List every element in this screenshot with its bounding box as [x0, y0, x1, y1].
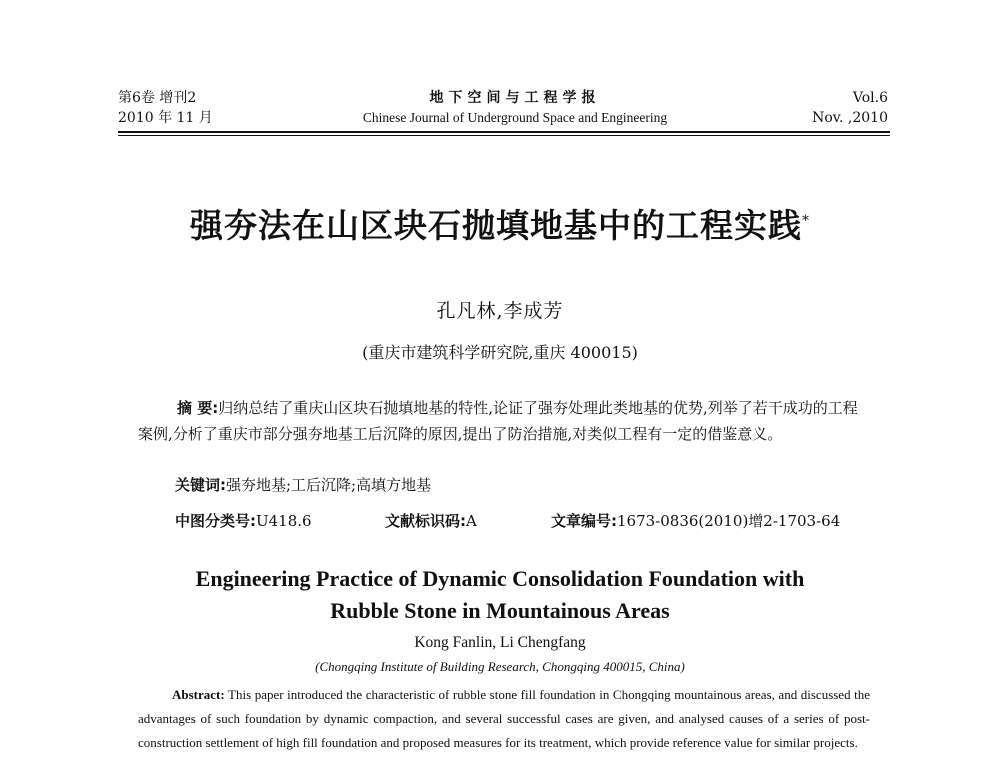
- title-footnote-mark: *: [802, 213, 810, 229]
- document-code: [385, 510, 477, 531]
- date-cn: 2010 年 11 月: [118, 110, 213, 126]
- doc-value: A: [466, 512, 477, 530]
- article-label: 文章编号:: [551, 512, 617, 530]
- paper-title-cn: [0, 200, 1000, 247]
- keywords-cn: [175, 474, 431, 495]
- running-header-center: [300, 88, 730, 128]
- header-rule-thick: [118, 131, 890, 133]
- article-number: [551, 510, 840, 531]
- affiliation-cn: (重庆市建筑科学研究院,重庆 400015): [362, 343, 638, 362]
- journal-name-cn: 地下空间与工程学报: [429, 90, 601, 106]
- affiliation-en: (Chongqing Institute of Building Research, Chongqing 400015, China): [315, 659, 685, 674]
- header-rule-thin: [118, 135, 890, 136]
- article-value: 1673-0836(2010)增2-1703-64: [617, 512, 841, 530]
- keywords-cn-text: 强夯地基;工后沉降;高填方地基: [226, 476, 432, 494]
- keywords-cn-label: 关键词:: [175, 476, 226, 494]
- title-cn-text: 强夯法在山区块石抛填地基中的工程实践: [190, 206, 802, 245]
- abstract-cn-label: 摘 要:: [177, 399, 219, 417]
- authors-en: Kong Fanlin, Li Chengfang: [414, 634, 586, 651]
- clc-label: 中图分类号:: [175, 512, 256, 530]
- abstract-cn: [138, 395, 870, 447]
- volume-cn: 第6卷 增刊2: [118, 90, 197, 106]
- volume-en: Vol.6: [852, 90, 888, 106]
- clc-value: U418.6: [256, 512, 312, 530]
- abstract-cn-text: 归纳总结了重庆山区块石抛填地基的特性,论证了强夯处理此类地基的优势,列举了若干成功的工程案例,分析了重庆市部分强夯地基工后沉降的原因,提出了防治措施,对类似工程有一定的借鉴意义。: [138, 399, 858, 443]
- abstract-en-text: This paper introduced the characteristic of rubble stone fill foundation in Chongqing mountainous areas, and discussed the advantages of such foundation by dynamic compaction, and several successful cases are given, and analysed causes of a series of post-construction settlement of high fill foundation and proposed measures for its treatment, which provide reference value for similar projects.: [138, 687, 871, 750]
- date-en: Nov. ,2010: [812, 110, 888, 126]
- abstract-en: [138, 683, 870, 755]
- running-header-left: [118, 88, 213, 128]
- paper-title-en: Engineering Practice of Dynamic Consolidation Foundation with Rubble Stone in Mountainous Areas: [195, 566, 805, 623]
- clc-number: [175, 510, 312, 531]
- authors-cn: 孔凡林,李成芳: [436, 300, 564, 322]
- running-header-right: [812, 88, 888, 128]
- journal-name-en: Chinese Journal of Underground Space and Engineering: [362, 110, 668, 125]
- doc-label: 文献标识码:: [385, 512, 466, 530]
- abstract-en-label: Abstract:: [172, 687, 225, 702]
